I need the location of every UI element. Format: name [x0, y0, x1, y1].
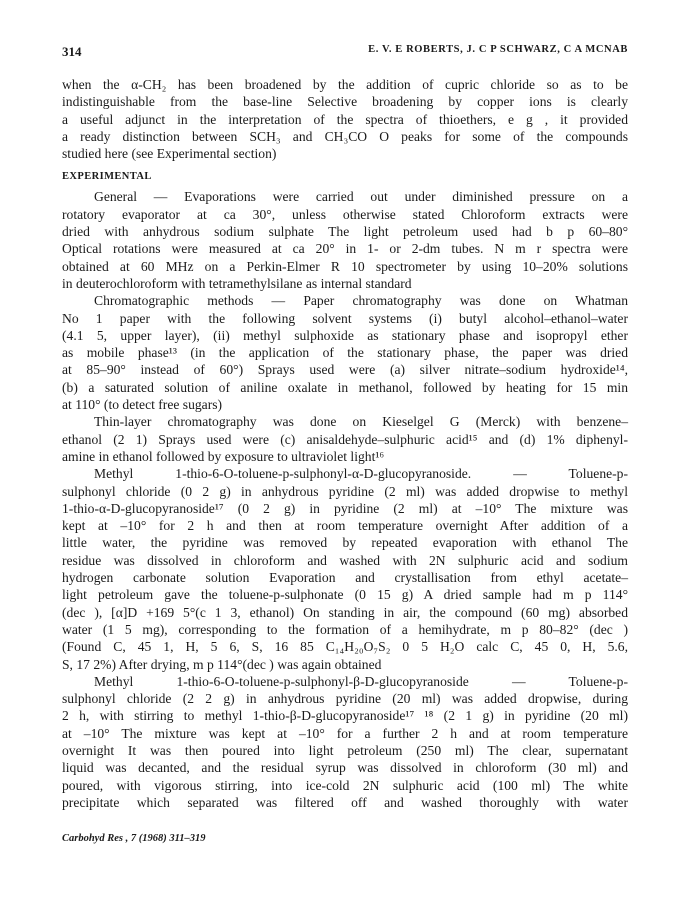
- text-line: (Found C, 45 1, H, 5 6, S, 16 85 C₁₄H₂₀O₇S₂ 0 5 H₂O calc C, 45 0, H, 5.6,: [62, 639, 628, 655]
- text-line: S, 17 2%) After drying, m p 114°(dec ) was again obtained: [62, 656, 382, 672]
- text-line: poured, with vigorous stirring, into ice-cold 2N sulphuric acid (100 ml) The white: [62, 777, 628, 793]
- journal-footer-citation: Carbohyd Res , 7 (1968) 311–319: [62, 833, 206, 844]
- text-line: Optical rotations were measured at ca 20° in 1- or 2-dm tubes. N m r spectra were: [62, 241, 628, 257]
- text-line: as mobile phase¹³ (in the application of the stationary phase, the paper was dried: [62, 345, 628, 361]
- text-line: indistinguishable from the base-line Selective broadening by copper ions is clearly: [62, 94, 628, 110]
- text-line: (4.1 5, upper layer), (ii) methyl sulphoxide as stationary phase and isopropyl ether: [62, 327, 628, 343]
- text-line: dried with anhydrous sodium sulphate The light petroleum used had b p 60–80°: [62, 224, 628, 240]
- text-line: hydrogen carbonate solution Evaporation and crystallisation from ethyl acetate–: [62, 570, 628, 586]
- running-head-authors: E. V. E ROBERTS, J. C P SCHWARZ, C A MCNAB: [368, 44, 628, 55]
- text-line: sulphonyl chloride (2 2 g) in anhydrous pyridine (20 ml) was added dropwise, during: [62, 691, 628, 707]
- section-heading-experimental: EXPERIMENTAL: [62, 171, 152, 183]
- page-header: [62, 44, 628, 62]
- text-line: at 110° (to detect free sugars): [62, 397, 223, 413]
- text-line: water (1 5 mg), corresponding to the formation of a hemihydrate, m p 80–82° (dec ): [62, 621, 628, 637]
- text-line: Chromatographic methods — Paper chromatography was done on Whatman: [94, 293, 628, 309]
- text-line: amine in ethanol followed by exposure to ultraviolet light¹⁶: [62, 448, 385, 464]
- text-line: precipitate which separated was filtered off and washed thoroughly with water: [62, 794, 628, 810]
- text-line: No 1 paper with the following solvent systems (i) butyl alcohol–ethanol–water: [62, 310, 628, 326]
- text-line: studied here (see Experimental section): [62, 146, 277, 162]
- text-line: sulphonyl chloride (0 2 g) in anhydrous pyridine (2 ml) was added dropwise to methyl: [62, 483, 628, 499]
- text-line: Methyl 1-thio-6-O-toluene-p-sulphonyl-β-D-glucopyranoside — Toluene-p-: [94, 673, 628, 689]
- text-line: at 85–90° instead of 60°) Sprays used were (a) silver nitrate–sodium hydroxide¹⁴,: [62, 362, 628, 378]
- text-line: little water, the pyridine was removed by repeated evaporation with ethanol The: [62, 535, 628, 551]
- text-line: Methyl 1-thio-6-O-toluene-p-sulphonyl-α-D-glucopyranoside. — Toluene-p-: [94, 466, 628, 482]
- page-number: 314: [62, 44, 82, 59]
- text-line: residue was dissolved in chloroform and washed with 2N sulphuric acid and sodium: [62, 552, 628, 568]
- text-line: General — Evaporations were carried out under diminished pressure on a: [94, 189, 628, 205]
- text-line: (b) a saturated solution of aniline oxalate in methanol, followed by heating for 15 min: [62, 379, 628, 395]
- thin-layer-paragraph: [62, 413, 628, 465]
- text-line: light petroleum gave the toluene-p-sulphonate (0 15 g) A dried sample had m p 114°: [62, 587, 628, 603]
- text-line: when the α-CH₂ has been broadened by the addition of cupric chloride so as to be: [62, 77, 628, 92]
- text-line: a useful adjunct in the interpretation of the spectra of thioethers, e g , it provided: [62, 111, 628, 127]
- text-line: obtained at 60 MHz on a Perkin-Elmer R 10 spectrometer by using 10–20% solutions: [62, 258, 628, 274]
- text-line: at –10° The mixture was kept at –10° for a further 2 h and at room temperature: [62, 725, 628, 741]
- chromatographic-methods-paragraph: [62, 292, 628, 413]
- text-line: ethanol (2 1) Sprays used were (c) anisaldehyde–sulphuric acid¹⁵ and (d) 1% diphenyl-: [62, 431, 628, 447]
- text-line: 2 h, with stirring to methyl 1-thio-β-D-glucopyranoside¹⁷ ¹⁸ (2 1 g) in pyridine (20 ml): [62, 708, 628, 724]
- text-line: overnight It was then poured into light petroleum (250 ml) The clear, supernatant: [62, 742, 628, 758]
- beta-glucopyranoside-paragraph: [62, 673, 628, 811]
- text-line: liquid was decanted, and the residual syrup was dissolved in chloroform (30 ml) and: [62, 760, 628, 776]
- text-line: (dec ), [α]D +169 5°(c 1 3, ethanol) On standing in air, the compound (60 mg) absorbed: [62, 604, 628, 620]
- text-line: Thin-layer chromatography was done on Kieselgel G (Merck) with benzene–: [94, 414, 628, 430]
- text-line: kept at –10° for 2 h and then at room temperature overnight After addition of a: [62, 518, 628, 534]
- text-line: a ready distinction between SCH₃ and CH₃CO O peaks for some of the compounds: [62, 128, 628, 144]
- text-line: 1-thio-α-D-glucopyranoside¹⁷ (0 2 g) in pyridine (2 ml) at –10° The mixture was: [62, 500, 628, 516]
- text-line: in deuterochloroform with tetramethylsilane as internal standard: [62, 275, 412, 291]
- article-body: [62, 76, 628, 811]
- intro-paragraph: [62, 76, 628, 162]
- text-line: rotatory evaporator at ca 30°, unless otherwise stated Chloroform extracts were: [62, 206, 628, 222]
- general-paragraph: [62, 188, 628, 292]
- alpha-glucopyranoside-paragraph: [62, 465, 628, 673]
